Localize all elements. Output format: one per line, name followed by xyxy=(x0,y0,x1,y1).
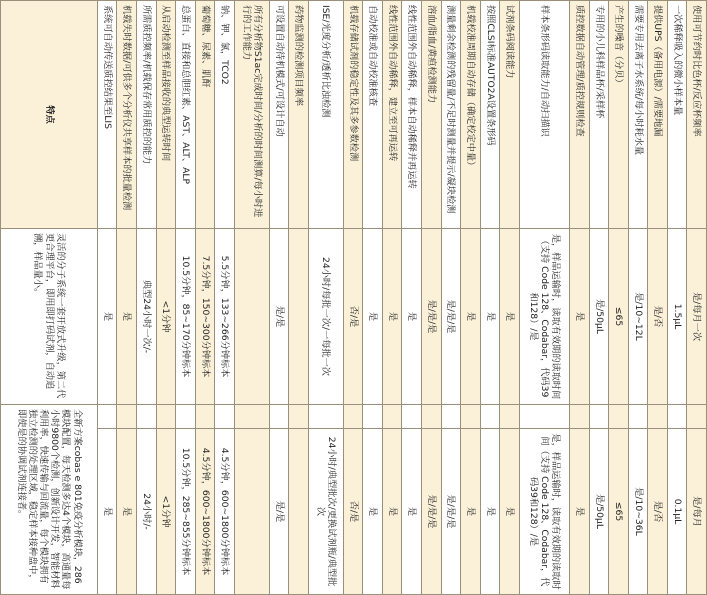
row-label: 系统可自动传送质控结果至LIS xyxy=(97,1,117,229)
table-row xyxy=(519,1,569,595)
table-row xyxy=(687,1,707,595)
table-row xyxy=(570,1,590,595)
row-value: 否/是 xyxy=(343,229,363,405)
row-value xyxy=(117,405,137,429)
row-label: 机载校准周期自动存储（确定校定中量） xyxy=(461,1,481,229)
table-row xyxy=(156,1,176,595)
row-value: 是，样品运输时，读取有效期的读取时间（支持 Code 128、Codabar，代码39和128）/是 xyxy=(519,429,569,595)
row-label: 自动校准或自动校准核查 xyxy=(363,1,383,229)
row-label: 一次稀释吸入的微小样本量 xyxy=(667,1,687,229)
row-value: ≤65 xyxy=(609,429,629,595)
table-row xyxy=(628,1,648,595)
row-value: 是 xyxy=(382,229,402,405)
row-label: 所需质控频率/机载保存常用质控的能力 xyxy=(137,1,157,229)
table-row xyxy=(589,1,609,595)
row-label: 提供UPS（备用电源）/需要地漏 xyxy=(648,1,668,229)
row-label: 按照CLSI标准AUTO2A设置条形码 xyxy=(480,1,500,229)
row-value: 是 xyxy=(363,429,383,595)
row-value: 5.5分钟，133~266分钟标本 xyxy=(215,229,235,405)
row-label: 线性范围外自动稀释，样本自动稀释并再运转 xyxy=(402,1,422,229)
row-value: 是/10~36L xyxy=(628,429,648,595)
row-value: 是/10~12L xyxy=(628,229,648,405)
notes-row xyxy=(1,1,98,595)
row-value: ≤65 xyxy=(609,229,629,405)
table-row xyxy=(234,1,269,595)
table-row xyxy=(667,1,687,595)
row-value xyxy=(480,405,500,429)
row-value xyxy=(215,405,235,429)
row-value xyxy=(234,405,269,429)
table-row xyxy=(308,1,343,595)
row-value: 是/是/是 xyxy=(422,429,442,595)
table-body xyxy=(1,1,707,595)
row-value: 24小时/- xyxy=(137,429,157,595)
row-value: 4.5分钟，600~1800分钟标本 xyxy=(215,429,235,595)
row-label: 试剂条码阅读能力 xyxy=(500,1,520,229)
feature-header: 特点 xyxy=(1,1,98,229)
row-value: 是 xyxy=(500,229,520,405)
row-label: 需要专用去离子水系统/每小时耗水量 xyxy=(628,1,648,229)
row-value: 是/否 xyxy=(648,229,668,405)
table-row xyxy=(269,1,289,595)
table-row xyxy=(382,1,402,595)
row-label: 钠、钾、氯，TCO2 xyxy=(215,1,235,229)
row-value xyxy=(269,405,289,429)
row-value: 是 xyxy=(402,429,422,595)
table-row xyxy=(117,1,137,595)
row-value: 是 xyxy=(570,429,590,595)
row-label: 机载失时数据/可供多个分析仪共享样本的批量检测 xyxy=(117,1,137,229)
row-value xyxy=(402,405,422,429)
row-value: 是/是/是 xyxy=(441,229,461,405)
table-row xyxy=(289,1,309,595)
row-value: 4.5分钟，600~1800分钟标本 xyxy=(195,429,215,595)
row-value: 10.5分钟，85~170分钟标本 xyxy=(176,229,196,405)
row-label: 溶血/脂血/黄疸检测能力 xyxy=(422,1,442,229)
row-value: 是 xyxy=(117,229,137,405)
row-label: 测量剩余检测的残留量/不足时测量并提示/凝块检测 xyxy=(441,1,461,229)
row-value: 24小时/每批一次/一每批一次 xyxy=(308,229,343,405)
table-row xyxy=(609,1,629,595)
row-value xyxy=(648,405,668,429)
row-value xyxy=(628,405,648,429)
row-value: 10.5分钟，285~855分钟标本 xyxy=(176,429,196,595)
row-label: 总蛋白、直接和总胆红素、AST、ALT、ALP xyxy=(176,1,196,229)
row-value: 是 xyxy=(461,429,481,595)
row-value xyxy=(97,405,117,429)
table-row xyxy=(137,1,157,595)
row-value: 24小时/典型批次/更换试剂瓶/典型批次 xyxy=(308,429,343,595)
row-label: 线性范围外自动稀释，建立至可再运转 xyxy=(382,1,402,229)
row-value: 是 xyxy=(402,229,422,405)
row-label: 机载存储试剂的稳定性及其多参数检测 xyxy=(343,1,363,229)
row-value: 是 xyxy=(480,229,500,405)
row-value xyxy=(363,405,383,429)
row-value xyxy=(308,405,343,429)
table-row xyxy=(480,1,500,595)
row-value: 是 xyxy=(461,229,481,405)
row-value: 是 xyxy=(570,229,590,405)
row-value: 是 xyxy=(382,429,402,595)
row-value: 是/50μL xyxy=(589,229,609,405)
table-row xyxy=(441,1,461,595)
row-value xyxy=(289,229,309,405)
row-value: 是/否 xyxy=(648,429,668,595)
row-value xyxy=(234,429,269,595)
table-row xyxy=(363,1,383,595)
row-value: 是，样品运输时，读取有效期的读取时间（支持 Code 128、Codabar，代码39和128）/是 xyxy=(519,229,569,405)
row-value xyxy=(667,405,687,429)
row-value: <1分钟 xyxy=(156,429,176,595)
row-value: 是 xyxy=(117,429,137,595)
row-value: 是/是/是 xyxy=(422,229,442,405)
row-label: 药物监测的检测项目频率 xyxy=(289,1,309,229)
table-row xyxy=(461,1,481,595)
row-value: 0.1μL xyxy=(667,429,687,595)
row-label: 所有分析物S1ac完成时间/分析的时间测算/每小时进行的工作能力 xyxy=(234,1,269,229)
row-value: 是/每月一次 xyxy=(687,229,707,405)
row-value xyxy=(519,405,569,429)
row-value: 典型24小时一次/- xyxy=(137,229,157,405)
table-row xyxy=(97,1,117,595)
note-cell: 全新方案cobas e 801免疫分析模块，286模块配置，每天检测多达4个模块，高通量每小时9800个检测，创新设计开发，智能材料利用率，快速传输与回流量，每个模块拥有独立检测的处理区域，稳定样本接种盘中，即使是的协调试剂连接者。 xyxy=(1,405,98,595)
row-value xyxy=(195,405,215,429)
row-value: 是 xyxy=(97,229,117,405)
row-value xyxy=(609,405,629,429)
row-label: 专用的小儿科样品杯/采样杯 xyxy=(589,1,609,229)
row-value: 否/是 xyxy=(343,429,363,595)
row-value xyxy=(176,405,196,429)
table-row xyxy=(215,1,235,595)
row-value xyxy=(422,405,442,429)
row-label: 葡萄糖、尿素、肌酐 xyxy=(195,1,215,229)
table-row xyxy=(176,1,196,595)
row-value: 7.5分钟，150~300分钟标本 xyxy=(195,229,215,405)
table-row xyxy=(500,1,520,595)
row-value: 是 xyxy=(500,429,520,595)
row-value xyxy=(687,405,707,429)
row-label: 样本条形码读取能力/自动扫描识 xyxy=(519,1,569,229)
row-label: ISE/光度分析/透析比浊检测 xyxy=(308,1,343,229)
row-value xyxy=(234,229,269,405)
row-value xyxy=(289,405,309,429)
row-value xyxy=(589,405,609,429)
table-row xyxy=(343,1,363,595)
row-value xyxy=(500,405,520,429)
row-label: 产生的噪音（分贝） xyxy=(609,1,629,229)
row-value: 是 xyxy=(363,229,383,405)
row-value xyxy=(461,405,481,429)
row-value xyxy=(441,405,461,429)
row-value xyxy=(570,405,590,429)
note-cell: 灵活的分子系统一套开放式升级，第二代更合理平台，即用即打码试剂，自动追溯，样品量小。 xyxy=(1,229,98,405)
row-value xyxy=(156,405,176,429)
row-value: 是/是 xyxy=(269,229,289,405)
table-row xyxy=(402,1,422,595)
row-value: <1分钟 xyxy=(156,229,176,405)
row-label: 质控数据自动管理/质控规则检查 xyxy=(570,1,590,229)
row-value xyxy=(137,405,157,429)
table-row xyxy=(648,1,668,595)
row-value: 是/每月 xyxy=(687,429,707,595)
row-value: 是 xyxy=(97,429,117,595)
row-value: 是/50μL xyxy=(589,429,609,595)
row-value xyxy=(289,429,309,595)
row-label: 可设置自动待机模式/可设计自动 xyxy=(269,1,289,229)
row-value: 1.5μL xyxy=(667,229,687,405)
row-value: 是 xyxy=(480,429,500,595)
row-value xyxy=(382,405,402,429)
row-value: 是/是 xyxy=(269,429,289,595)
table-row xyxy=(195,1,215,595)
row-value: 是/是/是 xyxy=(441,429,461,595)
row-value xyxy=(343,405,363,429)
table-row xyxy=(422,1,442,595)
row-label: 从启动检测至样品接收的典型运转时间 xyxy=(156,1,176,229)
row-label: 使用可节约时比色杯/反应杯频率 xyxy=(687,1,707,229)
